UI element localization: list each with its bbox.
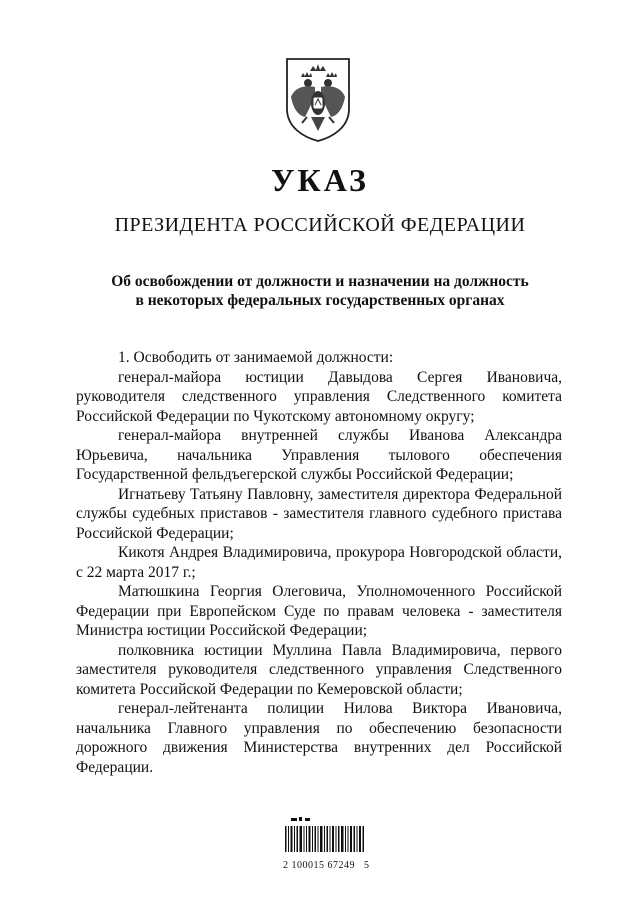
paragraph-nilov: генерал-лейтенанта полиции Нилова Виктора Ивановича, начальника Главного управления по обеспечению безопасности дорожного движения Министерства внутренних дел Российской Федерации. [76, 700, 562, 776]
decree-subject [0, 272, 640, 310]
coat-of-arms-icon [283, 57, 353, 143]
paragraph-ivanov: генерал-майора внутренней службы Иванова Александра Юрьевича, начальника Управления тылового обеспечения Государственной фельдъегерской службы Российской Федерации; [76, 427, 562, 483]
paragraph-item-1: 1. Освободить от занимаемой должности: [118, 349, 394, 366]
paragraph-ignatyeva: Игнатьеву Татьяну Павловну, заместителя директора Федеральной службы судебных приставов - заместителя главного судебного пристава Российской Федерации; [76, 485, 562, 542]
decree-subject-line-2: в некоторых федеральных государственных органах [135, 292, 505, 309]
decree-body [76, 348, 562, 777]
paragraph-davydov: генерал-майора юстиции Давыдова Сергея Ивановича, руководителя следственного управления Следственного комитета Российской Федерации по Чукотскому автономному округу; [76, 368, 562, 425]
document-title: УКАЗ [271, 162, 369, 198]
paragraph-mullin: полковника юстиции Муллина Павла Владимировича, первого заместителя руководителя следственного управления Следственного комитета Российской Федерации по Кемеровской области; [76, 641, 562, 698]
barcode-number: 2 100015 67249 5 [283, 860, 370, 871]
barcode-icon [285, 816, 365, 856]
paragraph-matyushkin: Матюшкина Георгия Олеговича, Уполномоченного Российской Федерации при Европейском Суде по правам человека - заместителя Министра юстиции Российской Федерации; [76, 583, 562, 639]
document-subtitle: ПРЕЗИДЕНТА РОССИЙСКОЙ ФЕДЕРАЦИИ [114, 214, 526, 236]
paragraph-kikot: Кикотя Андрея Владимировича, прокурора Новгородской области, с 22 марта 2017 г.; [76, 544, 562, 581]
decree-subject-line-1: Об освобождении от должности и назначении на должность [111, 273, 529, 290]
